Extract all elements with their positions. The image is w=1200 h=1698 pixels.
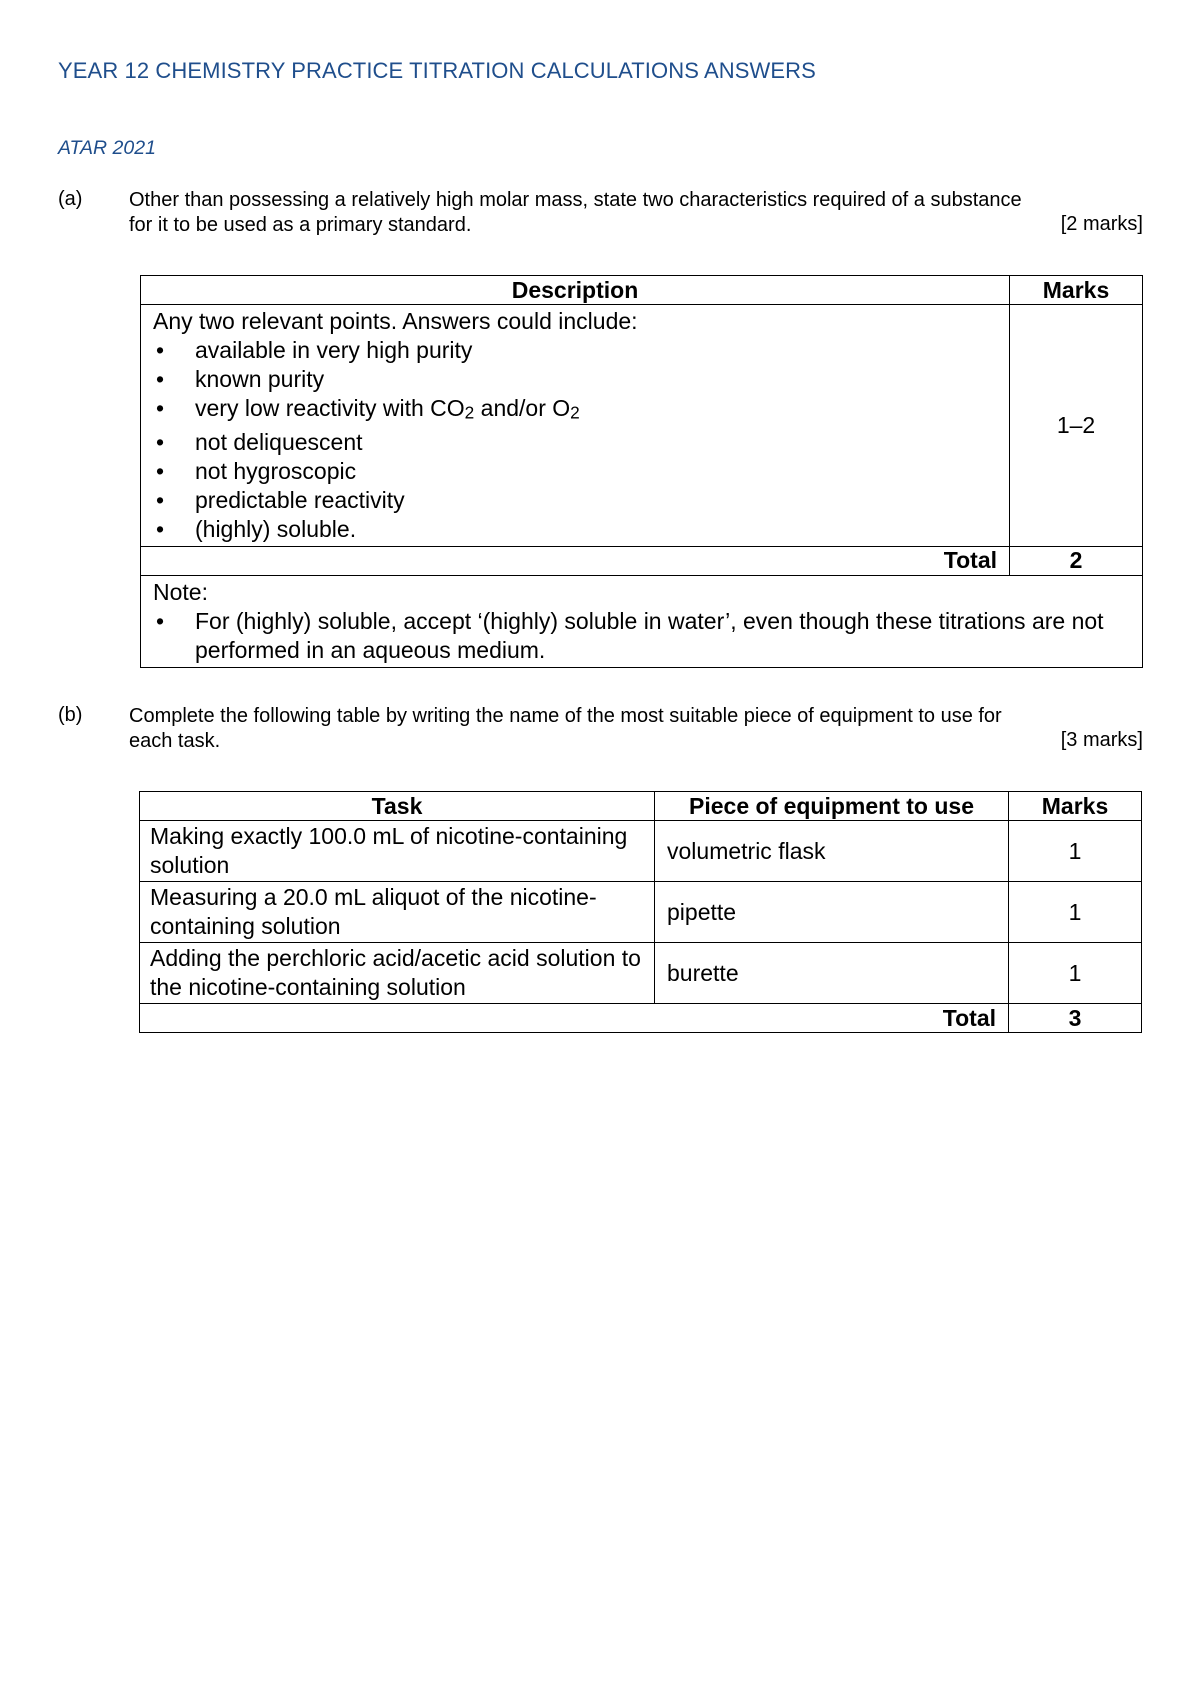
answer-point: • available in very high purity <box>153 336 997 365</box>
section-heading: ATAR 2021 <box>58 137 156 159</box>
subscript: 2 <box>570 402 580 423</box>
header-description: Description <box>141 276 1010 305</box>
table-row <box>140 943 1142 1004</box>
answer-point: • known purity <box>153 365 997 394</box>
question-b-marks: [3 marks] <box>1060 729 1143 751</box>
note-label: Note: <box>153 578 208 605</box>
marks-cell: 1 <box>1009 821 1142 882</box>
answer-points-list <box>153 336 997 544</box>
question-a-line-2: for it to be used as a primary standard. <box>129 214 472 236</box>
answer-point: • not deliquescent <box>153 428 997 457</box>
total-value: 2 <box>1010 546 1143 575</box>
task-cell: Making exactly 100.0 mL of nicotine-containing solution <box>140 821 655 882</box>
note-cell <box>141 575 1143 667</box>
question-a-line-1: Other than possessing a relatively high molar mass, state two characteristics required of a substance <box>129 189 1022 211</box>
note-list <box>153 607 1130 665</box>
header-marks: Marks <box>1010 276 1143 305</box>
question-a-marks: [2 marks] <box>1060 213 1143 235</box>
table-row <box>140 821 1142 882</box>
question-a-text <box>129 188 1149 238</box>
equipment-cell: volumetric flask <box>655 821 1009 882</box>
answer-point <box>153 394 997 428</box>
question-b-line-2: each task. <box>129 730 221 752</box>
question-b-line-1: Complete the following table by writing the name of the most suitable piece of equipment to use for <box>129 705 1002 727</box>
subscript: 2 <box>464 402 475 423</box>
marks-value: 1–2 <box>1010 305 1143 547</box>
total-value: 3 <box>1009 1004 1142 1033</box>
description-cell <box>141 305 1010 547</box>
answer-table-a <box>140 275 1143 668</box>
answer-point-text: and/or O <box>474 395 571 421</box>
note-point: • For (highly) soluble, accept ‘(highly) soluble in water’, even though these titrations are not performed in an aqueous medium. <box>153 607 1130 665</box>
answer-point-text: very low reactivity with CO <box>195 395 465 421</box>
description-intro: Any two relevant points. Answers could include: <box>153 308 638 334</box>
marks-cell: 1 <box>1009 943 1142 1004</box>
answer-point: • not hygroscopic <box>153 457 997 486</box>
task-cell: Adding the perchloric acid/acetic acid solution to the nicotine-containing solution <box>140 943 655 1004</box>
header-equipment: Piece of equipment to use <box>655 792 1009 821</box>
marks-cell: 1 <box>1009 882 1142 943</box>
table-row <box>140 882 1142 943</box>
equipment-cell: burette <box>655 943 1009 1004</box>
answer-table-b <box>139 791 1142 1033</box>
answer-point: • (highly) soluble. <box>153 515 997 544</box>
answer-point: • predictable reactivity <box>153 486 997 515</box>
task-cell: Measuring a 20.0 mL aliquot of the nicotine-containing solution <box>140 882 655 943</box>
document-title: YEAR 12 CHEMISTRY PRACTICE TITRATION CALCULATIONS ANSWERS <box>58 58 816 83</box>
question-b-label: (b) <box>58 704 83 726</box>
equipment-cell: pipette <box>655 882 1009 943</box>
total-label: Total <box>141 546 1010 575</box>
header-marks: Marks <box>1009 792 1142 821</box>
header-task: Task <box>140 792 655 821</box>
question-a-label: (a) <box>58 188 83 210</box>
question-b-text <box>129 704 1149 754</box>
total-label: Total <box>140 1004 1009 1033</box>
